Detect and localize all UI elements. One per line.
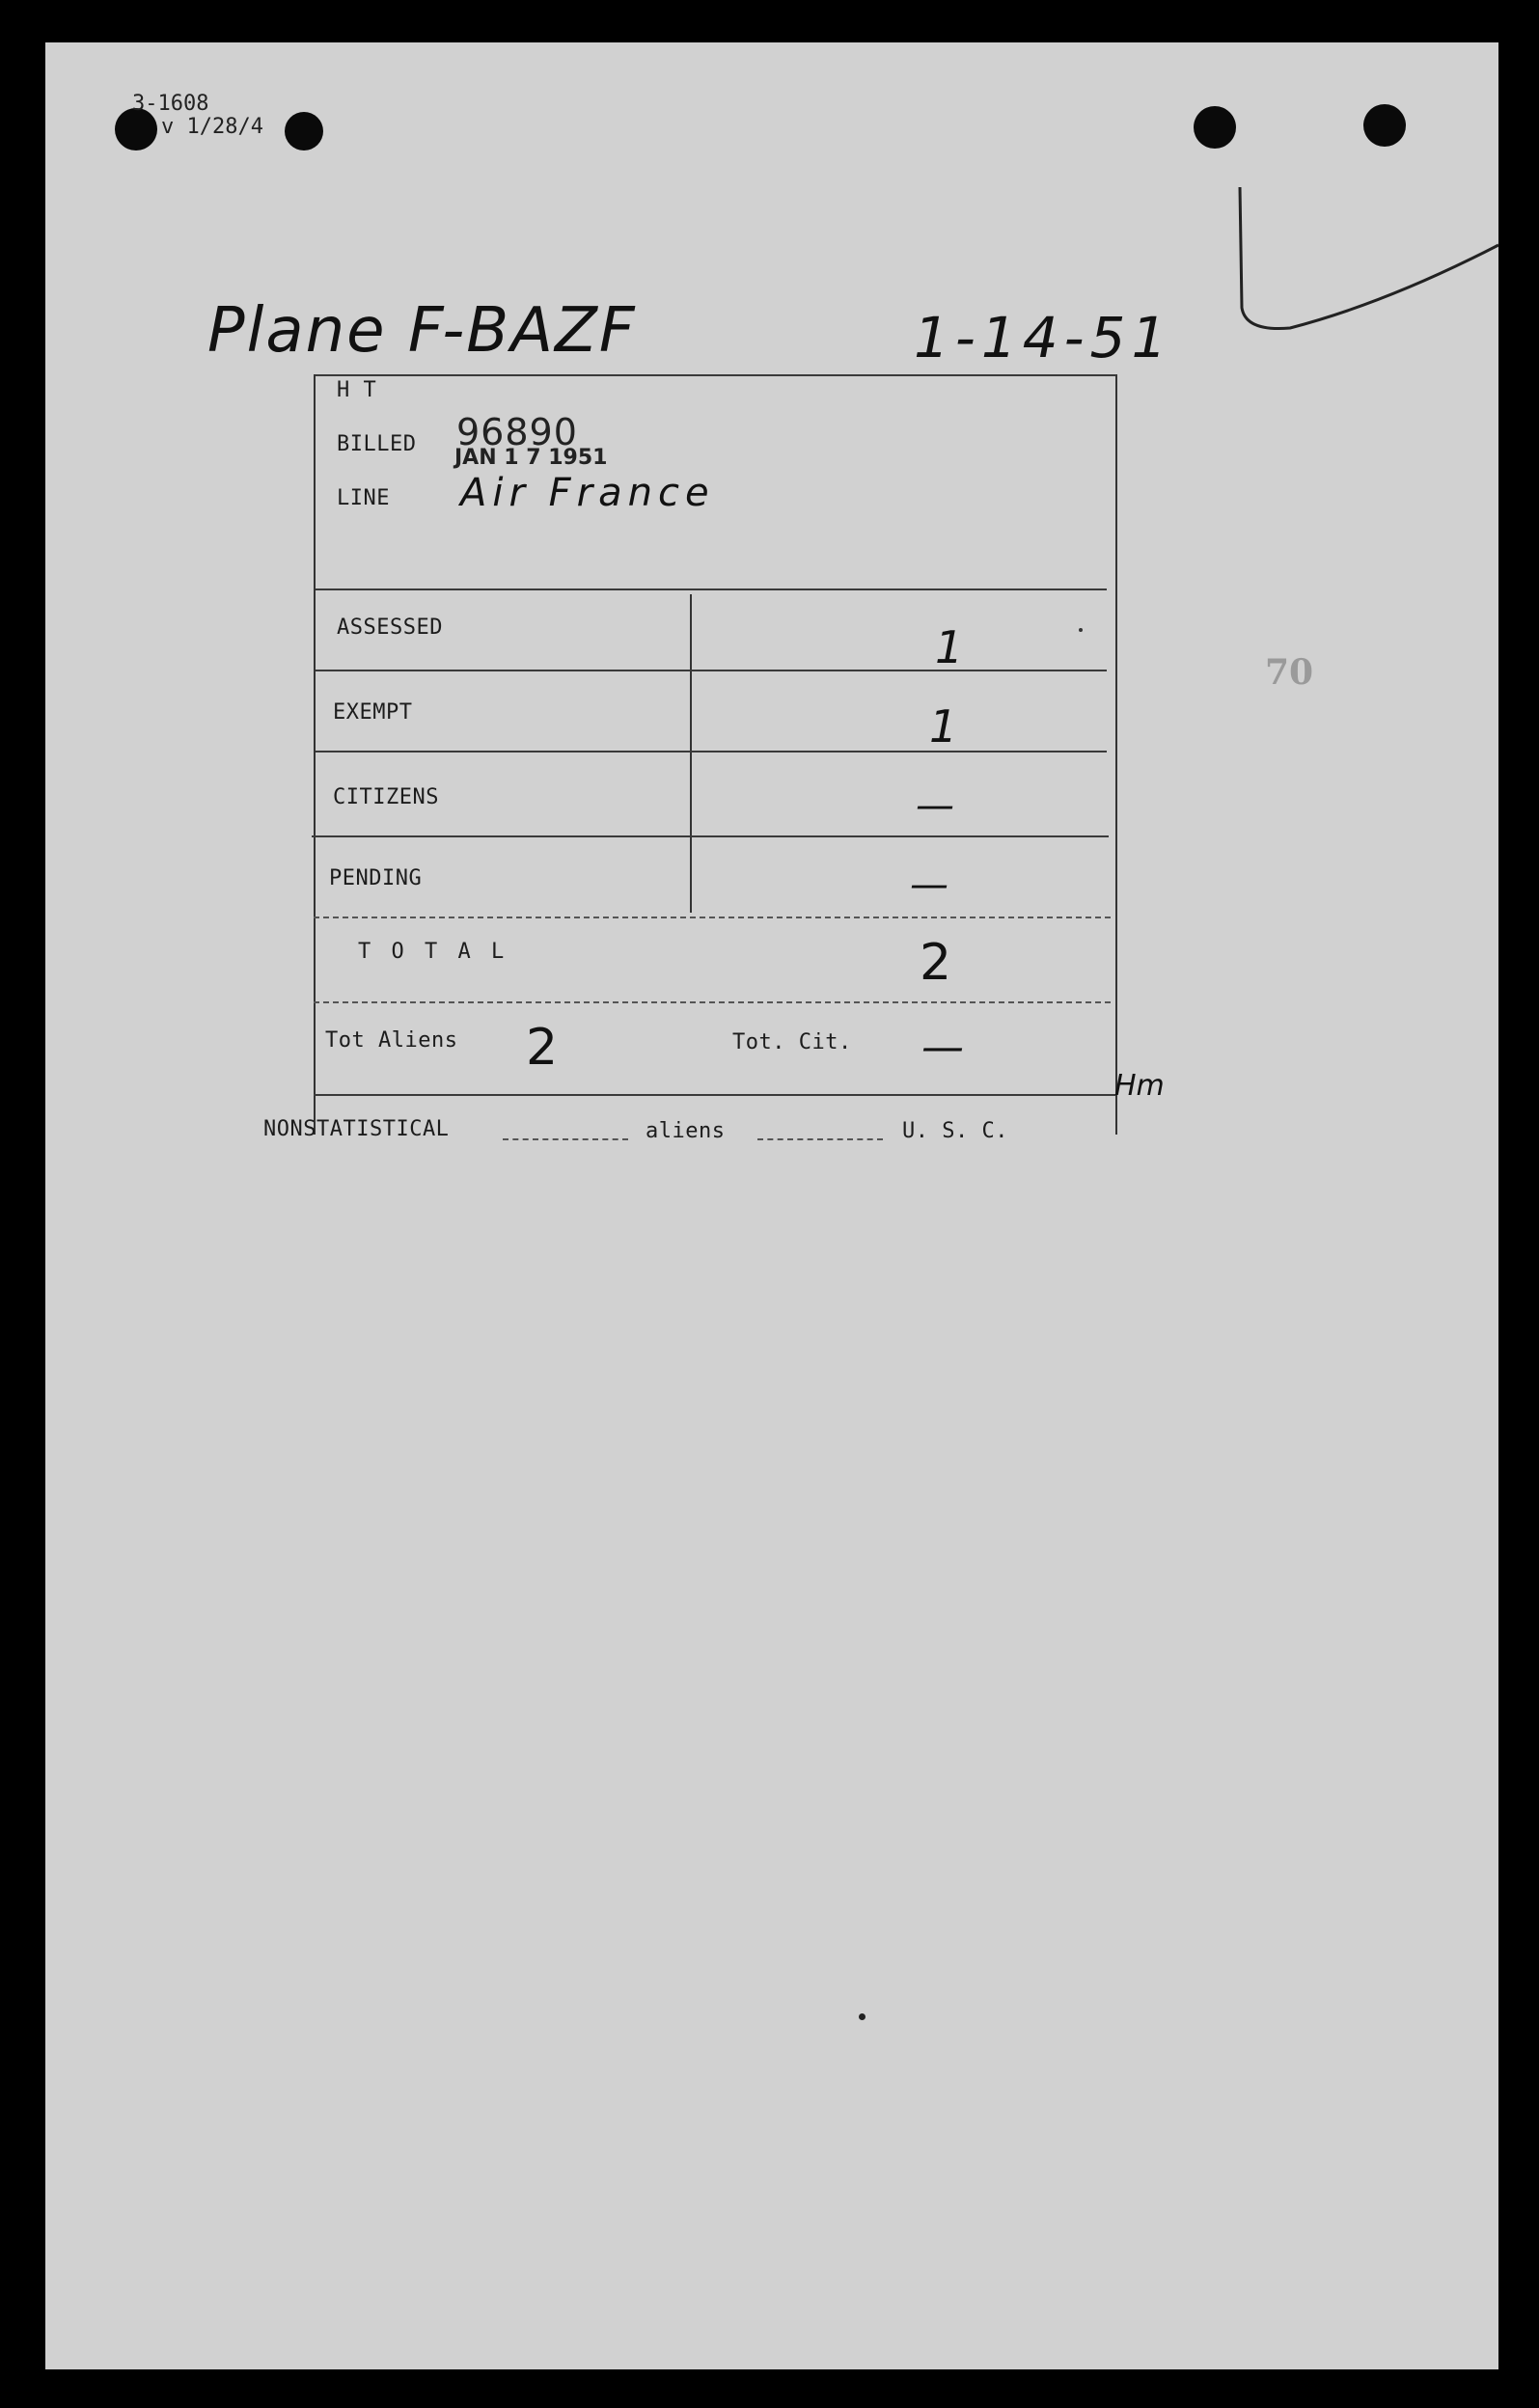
margin-number: 70	[1265, 652, 1314, 693]
ink-speck-2	[1079, 628, 1083, 632]
corner-pencil-mark	[1223, 139, 1502, 370]
ink-speck	[859, 2013, 866, 2020]
billed-number-stamp: 96890	[456, 411, 578, 453]
box-left-border	[314, 374, 316, 1135]
billed-date-stamp: JAN 1 7 1951	[454, 446, 608, 470]
row-divider-3	[312, 835, 1109, 837]
tot-cit-value: —	[921, 1023, 964, 1072]
row-label-assessed: ASSESSED	[337, 616, 443, 640]
total-divider	[314, 917, 1111, 918]
row-value-pending: —	[910, 862, 948, 907]
line-label: LINE	[337, 486, 390, 510]
total-value: 2	[920, 934, 952, 992]
tot-aliens-label: Tot Aliens	[325, 1028, 458, 1053]
date-handwritten: 1-14-51	[914, 305, 1173, 370]
box-bottom-border	[314, 1094, 1116, 1096]
tot-aliens-value: 2	[526, 1019, 559, 1077]
nonstat-aliens-label: aliens	[646, 1119, 726, 1143]
box-top-border	[316, 374, 1116, 376]
box-right-border	[1115, 374, 1117, 1135]
line-value-handwritten: Air France	[460, 471, 715, 515]
plane-handwritten: Plane F-BAZF	[207, 295, 637, 367]
form-number	[132, 93, 263, 139]
row-divider-2	[316, 751, 1107, 752]
row-value-exempt: 1	[929, 700, 958, 752]
nonstat-usc-label: U. S. C.	[902, 1119, 1008, 1143]
punch-hole-left-2	[285, 112, 323, 150]
tot-cit-label: Tot. Cit.	[732, 1030, 852, 1054]
table-column-divider	[690, 594, 692, 913]
ht-label: H T	[337, 378, 377, 402]
totals-row-divider	[314, 1001, 1111, 1003]
nonstat-blank-1	[503, 1138, 628, 1140]
form-number-line1: 3-1608	[132, 92, 209, 116]
form-number-line2: v 1/28/4	[161, 115, 263, 139]
nonstat-label: NONSTATISTICAL	[263, 1117, 450, 1141]
row-label-pending: PENDING	[329, 866, 423, 890]
document-page	[45, 42, 1498, 2369]
row-label-citizens: CITIZENS	[333, 785, 439, 809]
billed-label: BILLED	[337, 432, 417, 456]
row-divider-1	[316, 670, 1107, 671]
row-value-citizens: —	[916, 783, 954, 828]
row-value-assessed: 1	[935, 621, 964, 673]
initials-handwritten: Hm	[1114, 1069, 1165, 1103]
row-label-exempt: EXEMPT	[333, 700, 413, 725]
nonstat-blank-2	[757, 1138, 883, 1140]
total-label: T O T A L	[358, 940, 508, 964]
header-divider	[316, 588, 1107, 590]
